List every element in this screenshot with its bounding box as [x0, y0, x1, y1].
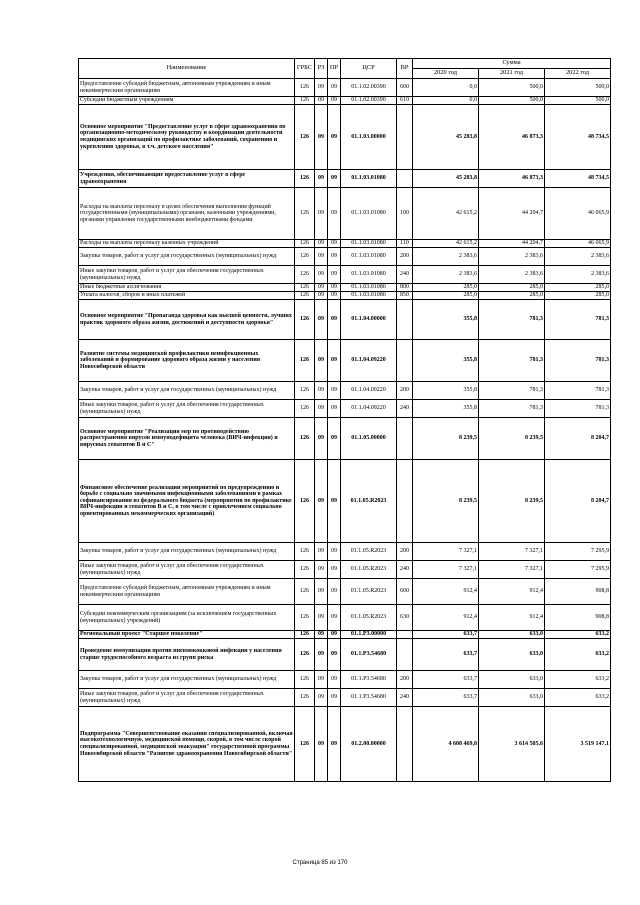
row-name-cell: Учреждения, обеспечивающие предоставление услуг в сфере здравоохранения [79, 170, 295, 188]
row-grbs-cell: 126 [295, 240, 315, 248]
row-pr-cell: 09 [328, 639, 341, 671]
row-2020-cell: 7 327,1 [413, 561, 479, 579]
row-2021-cell: 781,3 [479, 400, 545, 418]
row-2022-cell: 633,2 [545, 639, 611, 671]
row-2021-cell: 285,0 [479, 284, 545, 292]
table-row [79, 460, 611, 543]
header-csr: ЦСР [341, 59, 397, 79]
row-2022-cell: 2 383,6 [545, 248, 611, 266]
row-csr-cell: 01.2.00.00000 [341, 707, 397, 782]
row-2020-cell: 355,8 [413, 340, 479, 382]
row-grbs-cell: 126 [295, 460, 315, 543]
row-csr-cell: 01.1.05.00000 [341, 418, 397, 460]
row-pr-cell: 09 [328, 266, 341, 284]
row-rz-cell: 09 [315, 97, 328, 105]
row-vr-cell [397, 631, 413, 639]
row-2022-cell: 908,8 [545, 605, 611, 631]
row-2020-cell: 285,0 [413, 292, 479, 300]
row-2021-cell: 2 383,6 [479, 266, 545, 284]
table-row [79, 300, 611, 340]
header-rz: РЗ [315, 59, 328, 79]
row-2020-cell: 355,8 [413, 300, 479, 340]
row-grbs-cell: 126 [295, 579, 315, 605]
row-pr-cell: 09 [328, 671, 341, 689]
row-vr-cell: 600 [397, 79, 413, 97]
row-vr-cell: 240 [397, 561, 413, 579]
row-name-cell: Расходы на выплаты персоналу в целях обеспечения выполнения функций государственными (муниципальными) органами, казенными учреждениями, органами управления государственными внебюджетными фондами [79, 188, 295, 240]
row-pr-cell: 09 [328, 382, 341, 400]
row-pr-cell: 09 [328, 248, 341, 266]
row-vr-cell: 110 [397, 240, 413, 248]
row-csr-cell: 01.1.03.01080 [341, 266, 397, 284]
row-csr-cell: 01.1.P3.54680 [341, 689, 397, 707]
header-name: Наименование [79, 59, 295, 79]
row-csr-cell: 01.1.03.01080 [341, 284, 397, 292]
row-2021-cell: 7 327,1 [479, 543, 545, 561]
row-2020-cell: 2 383,6 [413, 248, 479, 266]
row-vr-cell [397, 418, 413, 460]
table-row [79, 188, 611, 240]
row-pr-cell: 09 [328, 240, 341, 248]
table-row [79, 292, 611, 300]
row-csr-cell: 01.1.03.01080 [341, 188, 397, 240]
table-row [79, 266, 611, 284]
row-2022-cell: 46 065,9 [545, 188, 611, 240]
row-name-cell: Уплата налогов, сборов и иных платежей [79, 292, 295, 300]
row-2020-cell: 42 615,2 [413, 240, 479, 248]
row-2021-cell: 781,3 [479, 340, 545, 382]
row-2020-cell: 633,7 [413, 639, 479, 671]
row-2020-cell: 45 283,8 [413, 105, 479, 170]
row-2022-cell: 781,3 [545, 300, 611, 340]
row-rz-cell: 09 [315, 300, 328, 340]
row-csr-cell: 01.1.03.01080 [341, 248, 397, 266]
row-name-cell: Иные закупки товаров, работ и услуг для обеспечения государственных (муниципальных) нужд [79, 689, 295, 707]
row-csr-cell: 01.1.04.09220 [341, 340, 397, 382]
row-vr-cell: 200 [397, 671, 413, 689]
row-csr-cell: 01.1.05.R2023 [341, 561, 397, 579]
table-row [79, 284, 611, 292]
row-rz-cell: 09 [315, 400, 328, 418]
row-pr-cell: 09 [328, 400, 341, 418]
row-pr-cell: 09 [328, 689, 341, 707]
table-row [79, 631, 611, 639]
row-pr-cell: 09 [328, 97, 341, 105]
row-pr-cell: 09 [328, 188, 341, 240]
row-name-cell: Подпрограмма "Совершенствование оказания специализированной, включая высокотехнологичную, медицинской помощи, скорой, в том числе скорой специализированной, медицинской эвакуации" государственной программы Новосибирской области "Развитие здравоохранения Новосибирской области" [79, 707, 295, 782]
row-2021-cell: 781,3 [479, 300, 545, 340]
row-2022-cell: 48 734,5 [545, 105, 611, 170]
row-grbs-cell: 126 [295, 79, 315, 97]
row-csr-cell: 01.1.P3.00000 [341, 631, 397, 639]
row-2020-cell: 0,0 [413, 79, 479, 97]
row-2021-cell: 2 383,6 [479, 248, 545, 266]
row-2021-cell: 500,0 [479, 79, 545, 97]
row-rz-cell: 09 [315, 605, 328, 631]
table-row [79, 240, 611, 248]
row-name-cell: Закупка товаров, работ и услуг для государственных (муниципальных) нужд [79, 382, 295, 400]
row-rz-cell: 09 [315, 671, 328, 689]
row-csr-cell: 01.1.03.01080 [341, 170, 397, 188]
row-name-cell: Иные бюджетные ассигнования [79, 284, 295, 292]
row-rz-cell: 09 [315, 340, 328, 382]
row-2022-cell: 633,2 [545, 671, 611, 689]
table-row [79, 170, 611, 188]
row-name-cell: Основное мероприятие "Пропаганда здоровья как высшей ценности, лучших практик здорового образа жизни, достижений и доступности здоровья" [79, 300, 295, 340]
row-name-cell: Закупка товаров, работ и услуг для государственных (муниципальных) нужд [79, 671, 295, 689]
row-name-cell: Региональный проект "Старшее поколение" [79, 631, 295, 639]
table-row [79, 97, 611, 105]
row-2020-cell: 633,7 [413, 671, 479, 689]
row-csr-cell: 01.1.P3.54680 [341, 639, 397, 671]
row-2022-cell: 8 204,7 [545, 418, 611, 460]
row-2020-cell: 2 383,6 [413, 266, 479, 284]
row-pr-cell: 09 [328, 605, 341, 631]
row-2021-cell: 46 873,3 [479, 105, 545, 170]
table-row [79, 561, 611, 579]
row-rz-cell: 09 [315, 561, 328, 579]
table-row [79, 248, 611, 266]
header-grbs: ГРБС [295, 59, 315, 79]
row-2022-cell: 781,3 [545, 340, 611, 382]
row-vr-cell [397, 105, 413, 170]
row-2021-cell: 44 204,7 [479, 188, 545, 240]
header-year-2020: 2020 год [413, 69, 479, 79]
row-vr-cell: 100 [397, 188, 413, 240]
header-year-2021: 2021 год [479, 69, 545, 79]
row-2022-cell: 500,0 [545, 97, 611, 105]
row-rz-cell: 09 [315, 266, 328, 284]
row-2022-cell: 7 295,9 [545, 561, 611, 579]
row-csr-cell: 01.1.05.R2023 [341, 605, 397, 631]
table-row [79, 605, 611, 631]
row-2021-cell: 781,3 [479, 382, 545, 400]
row-vr-cell [397, 460, 413, 543]
table-row [79, 689, 611, 707]
row-rz-cell: 09 [315, 170, 328, 188]
row-vr-cell: 240 [397, 400, 413, 418]
row-name-cell: Закупка товаров, работ и услуг для государственных (муниципальных) нужд [79, 248, 295, 266]
table-row [79, 639, 611, 671]
row-grbs-cell: 126 [295, 671, 315, 689]
row-grbs-cell: 126 [295, 292, 315, 300]
row-name-cell: Иные закупки товаров, работ и услуг для обеспечения государственных (муниципальных) нужд [79, 266, 295, 284]
row-csr-cell: 01.1.02.00390 [341, 97, 397, 105]
row-rz-cell: 09 [315, 240, 328, 248]
row-2022-cell: 285,0 [545, 284, 611, 292]
row-vr-cell: 630 [397, 605, 413, 631]
row-2020-cell: 8 239,5 [413, 460, 479, 543]
row-2021-cell: 8 239,5 [479, 460, 545, 543]
row-name-cell: Основное мероприятие "Реализация мер по противодействию распространения вирусов иммунодефицита человека (ВИЧ-инфекция) и вирусных гепатитов В и С" [79, 418, 295, 460]
row-2020-cell: 633,7 [413, 689, 479, 707]
row-grbs-cell: 126 [295, 639, 315, 671]
table-row [79, 340, 611, 382]
row-2021-cell: 7 327,1 [479, 561, 545, 579]
row-name-cell: Расходы на выплаты персоналу казенных учреждений [79, 240, 295, 248]
row-2021-cell: 500,0 [479, 97, 545, 105]
row-grbs-cell: 126 [295, 170, 315, 188]
row-grbs-cell: 126 [295, 631, 315, 639]
row-name-cell: Проведение иммунизации против пневмококковой инфекции у населения старше трудоспособного возраста из групп риска [79, 639, 295, 671]
row-2020-cell: 285,0 [413, 284, 479, 292]
row-pr-cell: 09 [328, 105, 341, 170]
row-2022-cell: 46 065,9 [545, 240, 611, 248]
row-grbs-cell: 126 [295, 418, 315, 460]
row-csr-cell: 01.1.P3.54680 [341, 671, 397, 689]
row-grbs-cell: 126 [295, 689, 315, 707]
row-grbs-cell: 126 [295, 561, 315, 579]
row-rz-cell: 09 [315, 631, 328, 639]
row-rz-cell: 09 [315, 418, 328, 460]
row-2022-cell: 633,2 [545, 689, 611, 707]
row-rz-cell: 09 [315, 79, 328, 97]
row-grbs-cell: 126 [295, 382, 315, 400]
row-name-cell: Субсидии некоммерческим организациям (за исключением государственных (муниципальных) учреждений) [79, 605, 295, 631]
row-2020-cell: 0,0 [413, 97, 479, 105]
row-pr-cell: 09 [328, 284, 341, 292]
row-csr-cell: 01.1.05.R2023 [341, 543, 397, 561]
row-grbs-cell: 126 [295, 300, 315, 340]
row-2020-cell: 4 608 469,8 [413, 707, 479, 782]
header-vr: ВР [397, 59, 413, 79]
row-rz-cell: 09 [315, 707, 328, 782]
budget-table [78, 58, 611, 782]
row-grbs-cell: 126 [295, 266, 315, 284]
row-csr-cell: 01.1.05.R2023 [341, 579, 397, 605]
row-vr-cell: 200 [397, 382, 413, 400]
row-name-cell: Предоставление субсидий бюджетным, автономным учреждениям и иным некоммерческим организациям [79, 579, 295, 605]
row-name-cell: Иные закупки товаров, работ и услуг для обеспечения государственных (муниципальных) нужд [79, 561, 295, 579]
row-rz-cell: 09 [315, 543, 328, 561]
table-row [79, 105, 611, 170]
row-rz-cell: 09 [315, 105, 328, 170]
row-2021-cell: 3 614 505,6 [479, 707, 545, 782]
row-csr-cell: 01.1.05.R2023 [341, 460, 397, 543]
row-pr-cell: 09 [328, 418, 341, 460]
row-name-cell: Развитие системы медицинской профилактики неинфекционных заболеваний и формирование здорового образа жизни у населения Новосибирской области [79, 340, 295, 382]
row-2020-cell: 912,4 [413, 579, 479, 605]
row-name-cell: Субсидии бюджетным учреждениям [79, 97, 295, 105]
row-vr-cell [397, 639, 413, 671]
row-2022-cell: 7 295,9 [545, 543, 611, 561]
row-2021-cell: 912,4 [479, 579, 545, 605]
header-year-2022: 2022 год [545, 69, 611, 79]
row-name-cell: Предоставление субсидий бюджетным, автономным учреждениям и иным некоммерческим организациям [79, 79, 295, 97]
row-2022-cell: 908,8 [545, 579, 611, 605]
row-name-cell: Закупка товаров, работ и услуг для государственных (муниципальных) нужд [79, 543, 295, 561]
row-pr-cell: 09 [328, 292, 341, 300]
row-2020-cell: 7 327,1 [413, 543, 479, 561]
row-2022-cell: 781,3 [545, 400, 611, 418]
row-pr-cell: 09 [328, 170, 341, 188]
row-vr-cell [397, 300, 413, 340]
table-row [79, 707, 611, 782]
row-name-cell: Иные закупки товаров, работ и услуг для обеспечения государственных (муниципальных) нужд [79, 400, 295, 418]
row-grbs-cell: 126 [295, 248, 315, 266]
row-grbs-cell: 126 [295, 105, 315, 170]
row-vr-cell: 240 [397, 689, 413, 707]
row-rz-cell: 09 [315, 579, 328, 605]
row-grbs-cell: 126 [295, 605, 315, 631]
row-2022-cell: 781,3 [545, 382, 611, 400]
row-2021-cell: 633,0 [479, 639, 545, 671]
row-2022-cell: 8 204,7 [545, 460, 611, 543]
row-2021-cell: 46 873,3 [479, 170, 545, 188]
row-2021-cell: 285,0 [479, 292, 545, 300]
table-body [79, 79, 611, 782]
row-pr-cell: 09 [328, 579, 341, 605]
row-2022-cell: 3 519 147,1 [545, 707, 611, 782]
row-2021-cell: 633,0 [479, 689, 545, 707]
table-row [79, 382, 611, 400]
row-csr-cell: 01.1.04.09220 [341, 382, 397, 400]
row-pr-cell: 09 [328, 300, 341, 340]
table-row [79, 400, 611, 418]
row-grbs-cell: 126 [295, 188, 315, 240]
header-pr: ПР [328, 59, 341, 79]
row-2022-cell: 633,2 [545, 631, 611, 639]
row-rz-cell: 09 [315, 460, 328, 543]
table-row [79, 543, 611, 561]
table-row [79, 418, 611, 460]
row-vr-cell: 200 [397, 248, 413, 266]
row-rz-cell: 09 [315, 689, 328, 707]
row-2020-cell: 42 615,2 [413, 188, 479, 240]
row-vr-cell [397, 707, 413, 782]
row-csr-cell: 01.1.03.01080 [341, 292, 397, 300]
table-row [79, 79, 611, 97]
row-grbs-cell: 126 [295, 400, 315, 418]
row-vr-cell: 850 [397, 292, 413, 300]
row-grbs-cell: 126 [295, 543, 315, 561]
row-2020-cell: 355,8 [413, 400, 479, 418]
row-csr-cell: 01.1.03.00000 [341, 105, 397, 170]
row-rz-cell: 09 [315, 639, 328, 671]
row-vr-cell: 240 [397, 266, 413, 284]
row-2021-cell: 633,0 [479, 631, 545, 639]
row-vr-cell: 800 [397, 284, 413, 292]
row-vr-cell [397, 340, 413, 382]
row-2021-cell: 8 239,5 [479, 418, 545, 460]
row-pr-cell: 09 [328, 460, 341, 543]
row-vr-cell [397, 170, 413, 188]
row-rz-cell: 09 [315, 382, 328, 400]
row-rz-cell: 09 [315, 188, 328, 240]
row-rz-cell: 09 [315, 284, 328, 292]
row-pr-cell: 09 [328, 561, 341, 579]
row-rz-cell: 09 [315, 248, 328, 266]
row-pr-cell: 09 [328, 707, 341, 782]
row-2020-cell: 45 283,8 [413, 170, 479, 188]
row-vr-cell: 200 [397, 543, 413, 561]
row-2020-cell: 912,4 [413, 605, 479, 631]
row-vr-cell: 600 [397, 579, 413, 605]
row-2022-cell: 48 734,5 [545, 170, 611, 188]
row-csr-cell: 01.1.04.00000 [341, 300, 397, 340]
row-2022-cell: 2 383,6 [545, 266, 611, 284]
row-name-cell: Основное мероприятие "Предоставление услуг в сфере здравоохранения по организационно-методическому руководству и координации деятельности медицинских организаций по профилактике заболеваний, сохранению и укреплению здоровья, в т.ч. детского населения" [79, 105, 295, 170]
row-2020-cell: 8 239,5 [413, 418, 479, 460]
row-pr-cell: 09 [328, 340, 341, 382]
row-2021-cell: 912,4 [479, 605, 545, 631]
row-pr-cell: 09 [328, 631, 341, 639]
row-name-cell: Финансовое обеспечение реализации мероприятий по предупреждению и борьбе с социально значимыми инфекционными заболеваниями в рамках софинансирования из федерального бюджета (мероприятия по профилактике ВИЧ-инфекции и гепатитов В и С, в том числе с привлечением социально ориентированных некоммерческих организаций) [79, 460, 295, 543]
header-sum: Сумма [413, 59, 611, 69]
row-2022-cell: 500,0 [545, 79, 611, 97]
row-grbs-cell: 126 [295, 284, 315, 292]
row-grbs-cell: 126 [295, 97, 315, 105]
row-2021-cell: 633,0 [479, 671, 545, 689]
row-2020-cell: 355,8 [413, 382, 479, 400]
budget-table-page [78, 58, 610, 782]
row-2020-cell: 633,7 [413, 631, 479, 639]
page-footer: Страница 85 из 170 [292, 860, 348, 866]
row-2021-cell: 44 204,7 [479, 240, 545, 248]
row-csr-cell: 01.1.04.09220 [341, 400, 397, 418]
row-csr-cell: 01.1.02.00390 [341, 79, 397, 97]
row-vr-cell: 610 [397, 97, 413, 105]
row-rz-cell: 09 [315, 292, 328, 300]
row-grbs-cell: 126 [295, 340, 315, 382]
table-row [79, 579, 611, 605]
row-csr-cell: 01.1.03.01080 [341, 240, 397, 248]
row-2022-cell: 285,0 [545, 292, 611, 300]
row-pr-cell: 09 [328, 543, 341, 561]
row-pr-cell: 09 [328, 79, 341, 97]
table-row [79, 671, 611, 689]
row-grbs-cell: 126 [295, 707, 315, 782]
